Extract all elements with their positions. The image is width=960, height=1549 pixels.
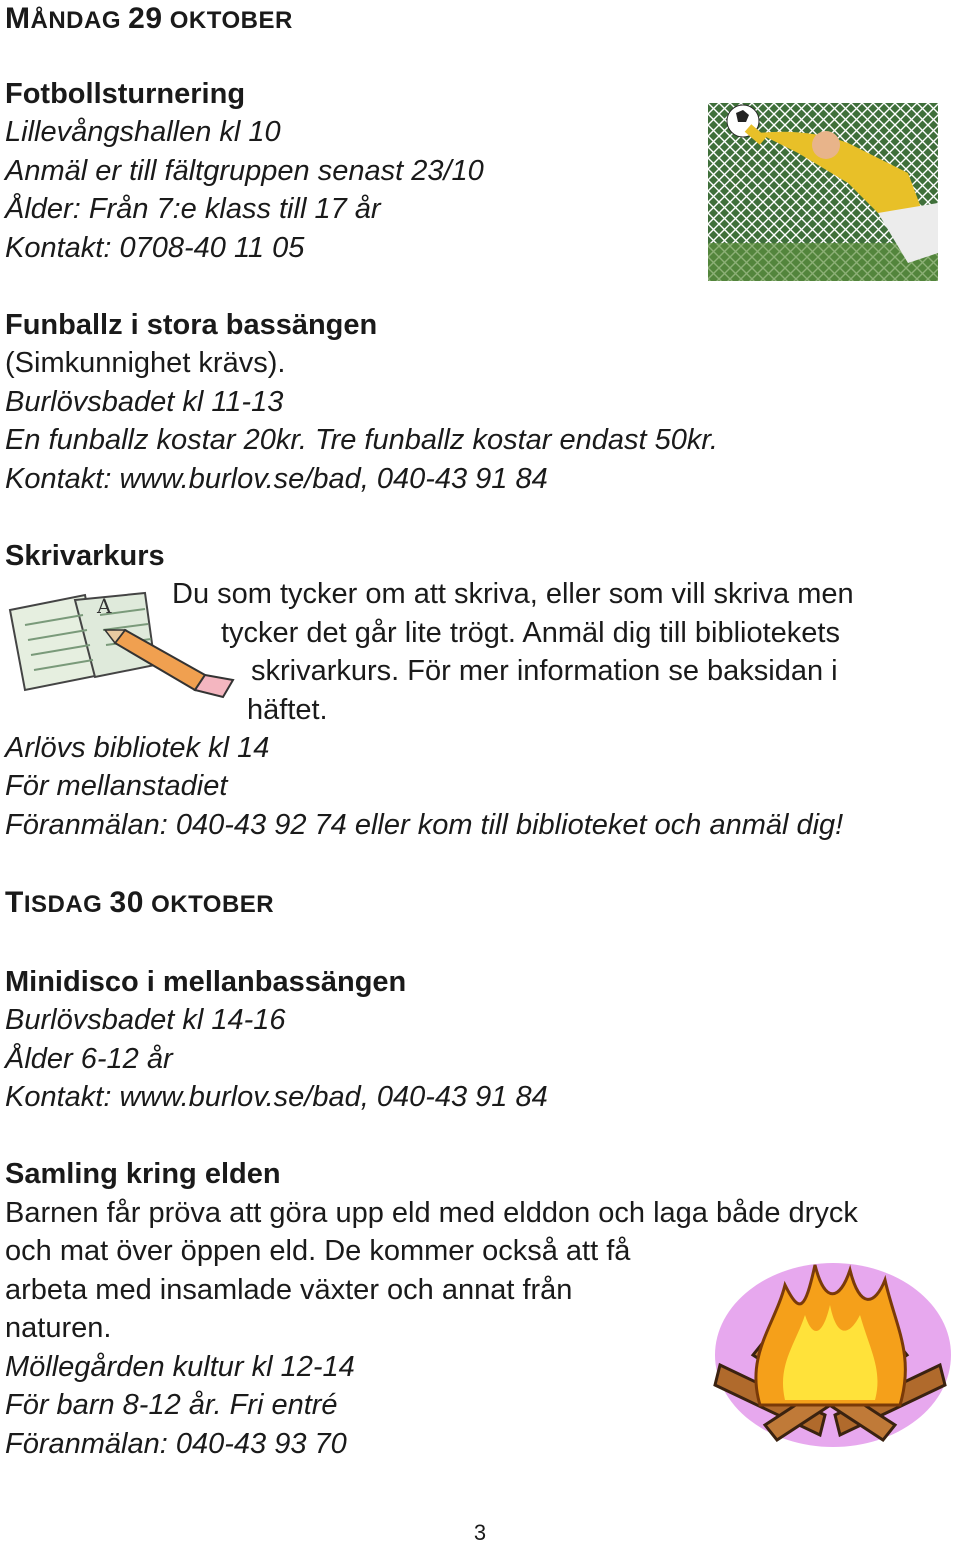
- event-line: Ålder 6-12 år: [5, 1043, 173, 1075]
- event-desc-line: häftet.: [247, 694, 328, 726]
- event-line: Burlövsbadet kl 11-13: [5, 386, 284, 418]
- goalkeeper-image: [708, 103, 938, 281]
- event-line: Arlövs bibliotek kl 14: [5, 732, 270, 764]
- event-title-minidisco: Minidisco i mellanbassängen: [5, 966, 407, 998]
- event-title-fotboll: Fotbollsturnering: [5, 78, 246, 110]
- event-desc-line: arbeta med insamlade växter och annat från: [5, 1274, 573, 1306]
- event-line: Möllegården kultur kl 12-14: [5, 1351, 355, 1383]
- svg-text:A: A: [97, 594, 112, 618]
- event-title-funballz: Funballz i stora bassängen: [5, 309, 378, 341]
- event-line: Lillevångshallen kl 10: [5, 116, 281, 148]
- event-line: Föranmälan: 040-43 92 74 eller kom till biblioteket och anmäl dig!: [5, 809, 844, 841]
- event-line: En funballz kostar 20kr. Tre funballz kostar endast 50kr.: [5, 424, 718, 456]
- paper-pencil-image: [5, 585, 235, 700]
- event-line: Anmäl er till fältgruppen senast 23/10: [5, 155, 484, 187]
- event-line: Föranmälan: 040-43 93 70: [5, 1428, 347, 1460]
- event-line: För barn 8-12 år. Fri entré: [5, 1389, 338, 1421]
- event-line: Kontakt: 0708-40 11 05: [5, 232, 305, 264]
- event-desc-line: tycker det går lite trögt. Anmäl dig till bibliotekets: [221, 617, 840, 649]
- event-note: (Simkunnighet krävs).: [5, 347, 286, 379]
- day-heading-tuesday: TISDAG 30 OKTOBER: [5, 886, 275, 919]
- day-heading-monday: MÅNDAG 29 OKTOBER: [5, 2, 293, 35]
- event-line: För mellanstadiet: [5, 770, 228, 802]
- page-number: 3: [473, 1520, 487, 1545]
- event-line: Kontakt: www.burlov.se/bad, 040-43 91 84: [5, 463, 548, 495]
- event-line: Kontakt: www.burlov.se/bad, 040-43 91 84: [5, 1081, 548, 1113]
- event-desc-line: Du som tycker om att skriva, eller som vill skriva men: [172, 578, 854, 610]
- event-desc-line: och mat över öppen eld. De kommer också att få: [5, 1235, 631, 1267]
- event-desc-line: naturen.: [5, 1312, 112, 1344]
- campfire-image: [705, 1255, 955, 1455]
- event-line: Burlövsbadet kl 14-16: [5, 1004, 286, 1036]
- event-desc-line: skrivarkurs. För mer information se baksidan i: [251, 655, 838, 687]
- event-line: Ålder: Från 7:e klass till 17 år: [5, 193, 381, 225]
- event-title-skrivarkurs: Skrivarkurs: [5, 540, 165, 572]
- event-title-samling: Samling kring elden: [5, 1158, 281, 1190]
- event-desc-line: Barnen får pröva att göra upp eld med elddon och laga både dryck: [5, 1197, 858, 1229]
